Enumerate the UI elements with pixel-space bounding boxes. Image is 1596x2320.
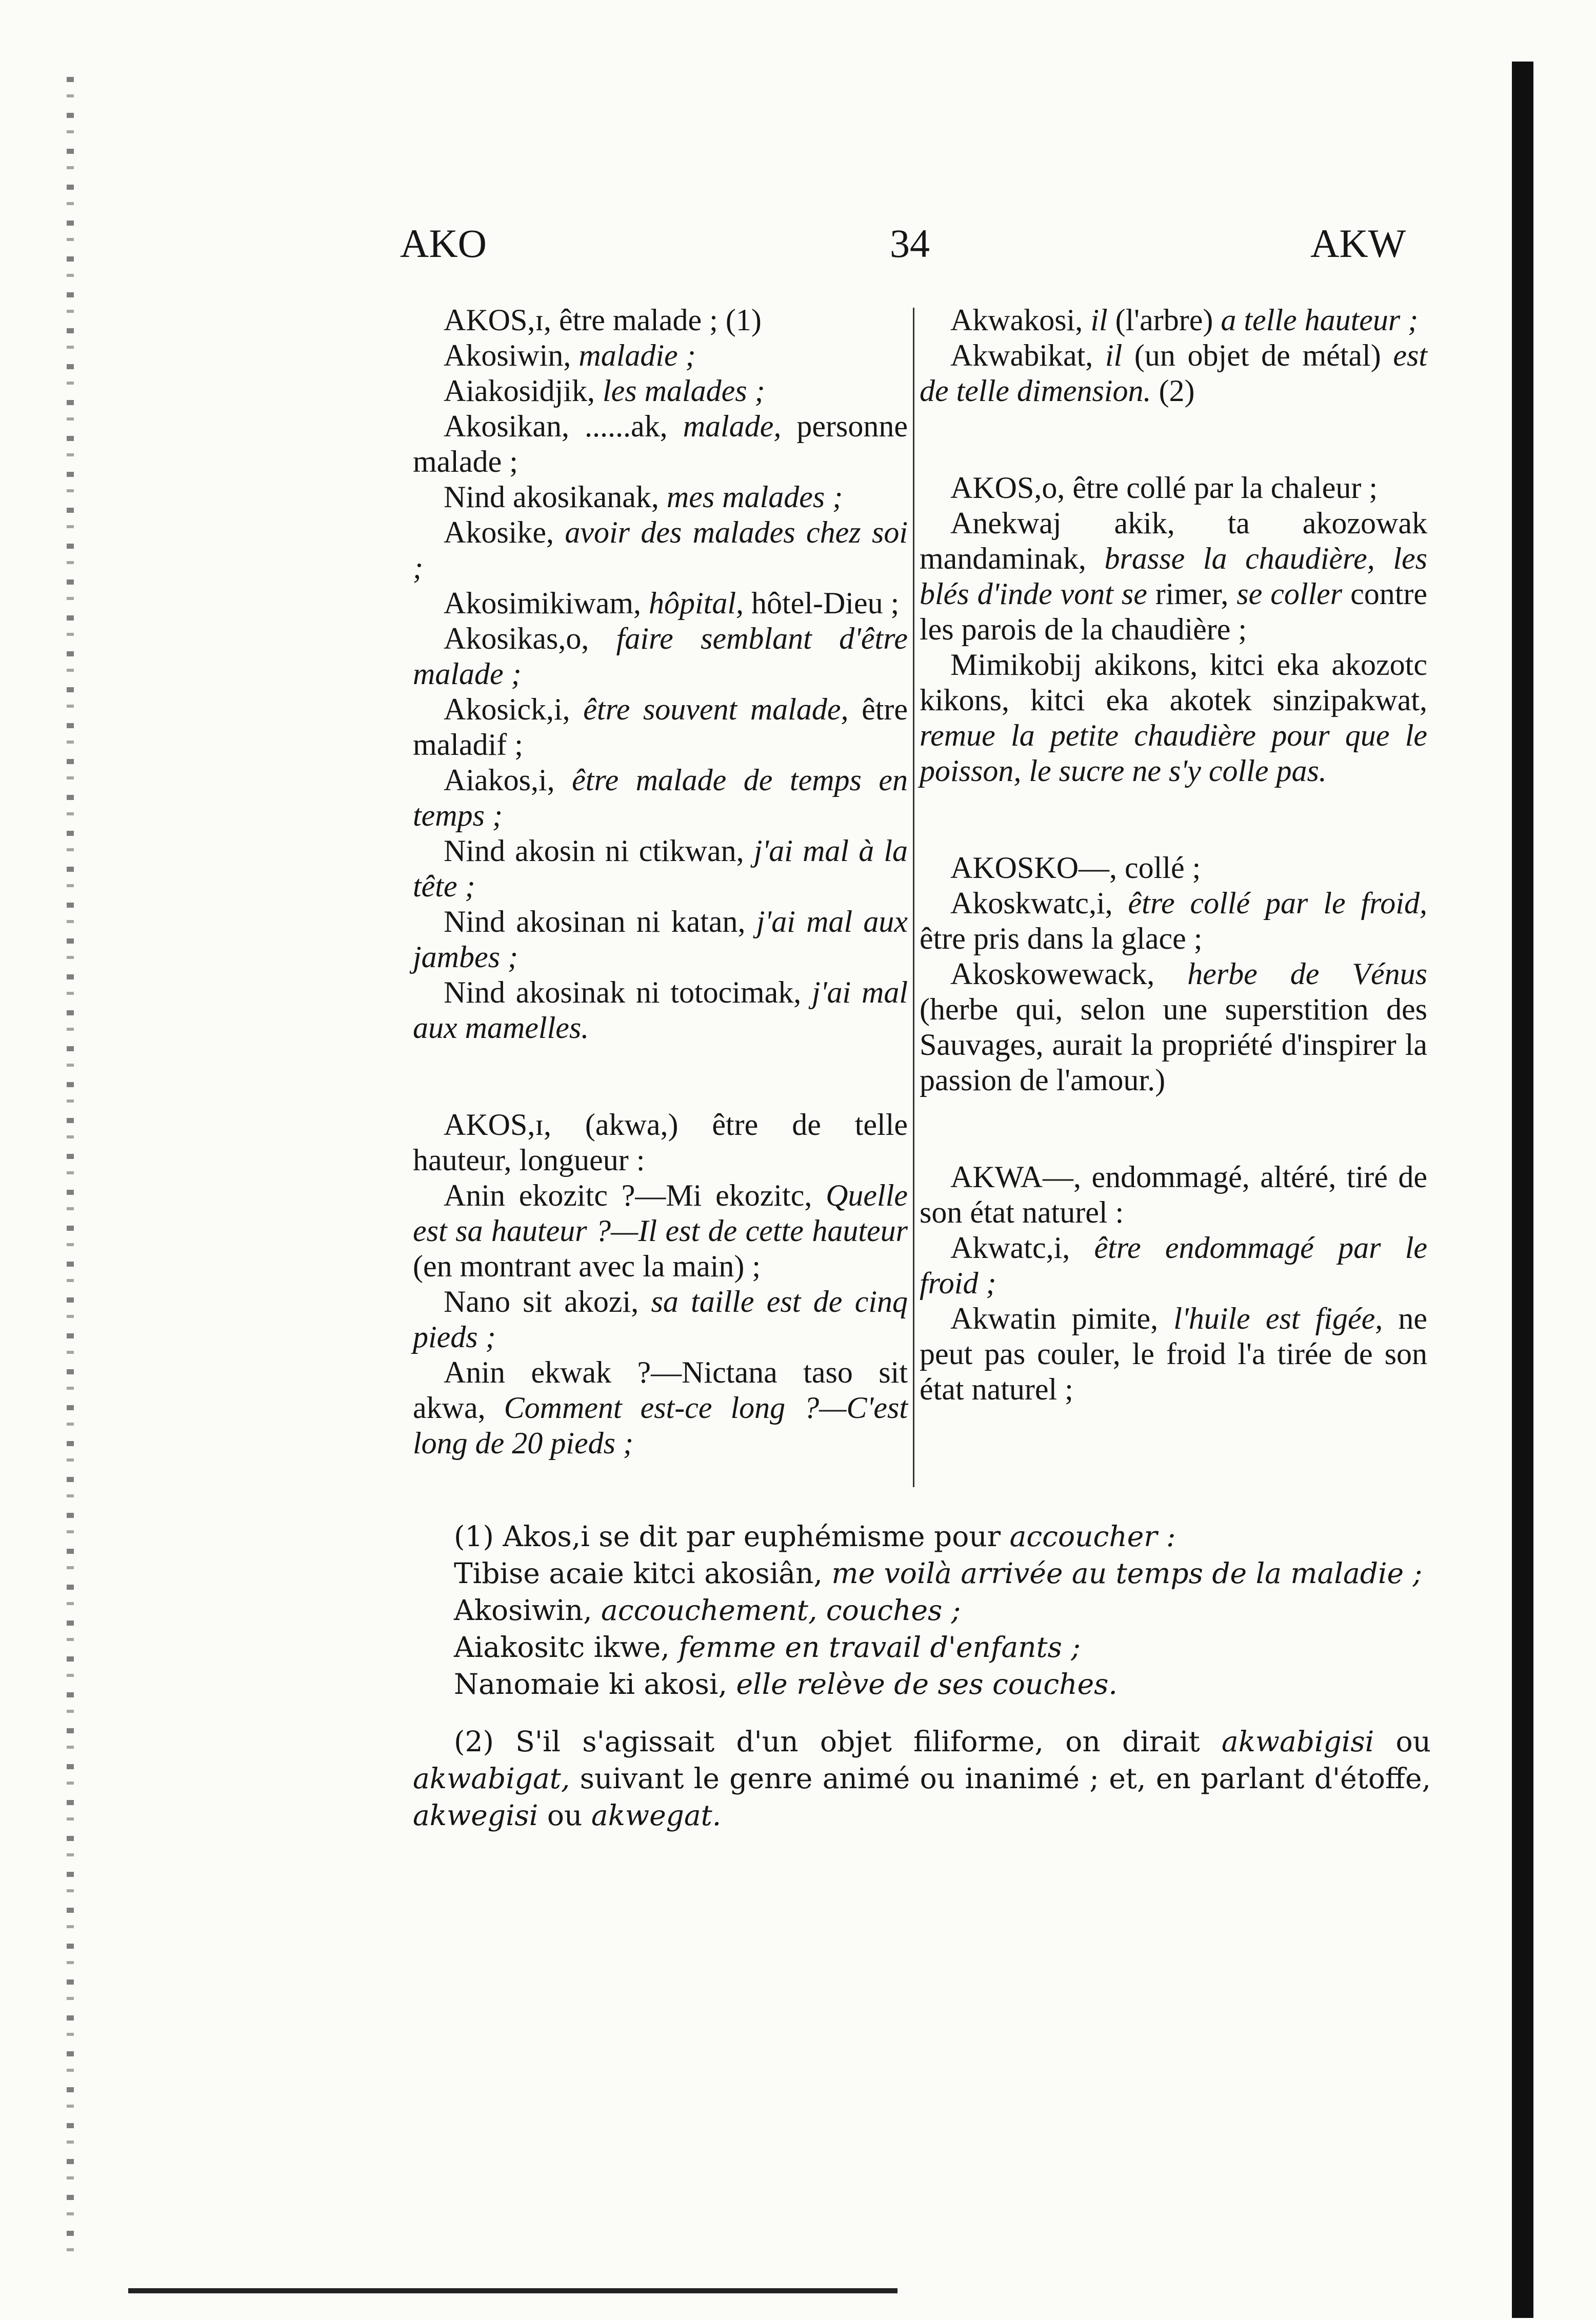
entry-akosko (920, 850, 1427, 1098)
sense-line: Akwatin pimite, l'huile est figée, ne peut pas couler, le froid l'a tirée de son état naturel ; (920, 1302, 1427, 1406)
sense-line: Akosiwin, maladie ; (444, 338, 696, 372)
sense-line: Anin ekwak ?—Nictana taso sit akwa, Comment est-ce long ?—C'est long de 20 pieds ; (413, 1355, 908, 1460)
sense-line: Nind akosikanak, mes malades ; (444, 480, 843, 514)
sense-line: Anekwaj akik, ta akozowak mandaminak, brasse la chaudière, les blés d'inde vont se rimer, se coller contre les parois de la chaudière ; (920, 506, 1428, 646)
headword-line: AKOS,ɪ, (akwa,) être de telle hauteur, longueur : (413, 1108, 908, 1177)
sense-line: Akoskwatc,i, être collé par le froid, être pris dans la glace ; (920, 886, 1427, 955)
sense-line: Akoskowewack, herbe de Vénus (herbe qui, selon une superstition des Sauvages, aurait la propriété d'inspirer la passion de l'amour.) (920, 957, 1428, 1097)
footnotes (413, 1518, 1431, 1834)
header-right-guide: AKW (1310, 221, 1406, 266)
left-column (413, 303, 908, 1497)
entry-akos-hauteur (413, 1107, 908, 1461)
headword-line: AKOS,ɪ, être malade ; (1) (444, 303, 762, 337)
sense-line: Akosikan, ......ak, malade, personne malade ; (413, 409, 908, 478)
sense-line: Akosike, avoir des malades chez soi ; (413, 515, 908, 585)
entry-akos-etre-malade (413, 303, 908, 1046)
entry-akwakosi (920, 303, 1427, 409)
page-shadow-edge (1512, 62, 1533, 2318)
sense-line: Mimikobij akikons, kitci eka akozotc kikons, kitci eka akotek sinzipakwat, remue la petite chaudière pour que le poisson, le sucre ne s'y colle pas. (920, 648, 1427, 788)
sense-line: Akwabikat, il (un objet de métal) est de telle dimension. (2) (920, 338, 1427, 408)
sense-line: Nind akosin ni ctikwan, j'ai mal à la tête ; (413, 834, 908, 903)
footnote-2: (2) S'il s'agissait d'un objet filiforme, on dirait akwabigisi ou akwabigat, suivant le genre animé ou inanimé ; et, en parlant d'étoffe, akwegisi ou akwegat. (413, 1725, 1431, 1832)
sense-line: Aiakos,i, être malade de temps en temps ; (413, 763, 908, 832)
sense-line: Nano sit akozi, sa taille est de cinq pieds ; (413, 1285, 908, 1354)
right-column (920, 303, 1427, 1497)
sense-line: Akosikas,o, faire semblant d'être malade ; (413, 622, 908, 691)
footnote-1-line: Aiakositc ikwe, femme en travail d'enfants ; (454, 1631, 1081, 1664)
footnote-1-line: Akosiwin, accouchement, couches ; (454, 1594, 961, 1627)
sense-line: Nind akosinak ni totocimak, j'ai mal aux mamelles. (413, 975, 908, 1045)
headword-line: AKWA—, endommagé, altéré, tiré de son état naturel : (920, 1160, 1427, 1229)
column-divider (913, 308, 914, 1487)
entry-akwa (920, 1159, 1427, 1407)
footnote-1-line: Nanomaie ki akosi, elle relève de ses couches. (454, 1668, 1118, 1701)
sense-line: Akwakosi, il (l'arbre) a telle hauteur ; (950, 303, 1419, 337)
sense-line: Akosimikiwam, hôpital, hôtel-Dieu ; (444, 586, 900, 620)
headword-line: AKOS,o, être collé par la chaleur ; (950, 471, 1378, 505)
sense-line: Nind akosinan ni katan, j'ai mal aux jambes ; (413, 905, 908, 974)
header-left-guide: AKO (400, 221, 487, 266)
sense-line: Anin ekozitc ?—Mi ekozitc, Quelle est sa hauteur ?—Il est de cette hauteur (en montrant avec la main) ; (413, 1178, 908, 1283)
sense-line: Aiakosidjik, les malades ; (444, 374, 765, 408)
footnote-1-line: (1) Akos,i se dit par euphémisme pour accoucher : (454, 1520, 1176, 1553)
footnote-1-line: Tibise acaie kitci akosiân, me voilà arrivée au temps de la maladie ; (454, 1557, 1423, 1590)
page-number: 34 (890, 221, 930, 266)
binding-edge (67, 77, 74, 2256)
bottom-rule (128, 2288, 897, 2293)
sense-line: Akwatc,i, être endommagé par le froid ; (920, 1231, 1427, 1300)
entry-akos-colle-chaleur (920, 470, 1427, 789)
headword-line: AKOSKO—, collé ; (950, 851, 1201, 885)
sense-line: Akosick,i, être souvent malade, être maladif ; (413, 692, 908, 762)
